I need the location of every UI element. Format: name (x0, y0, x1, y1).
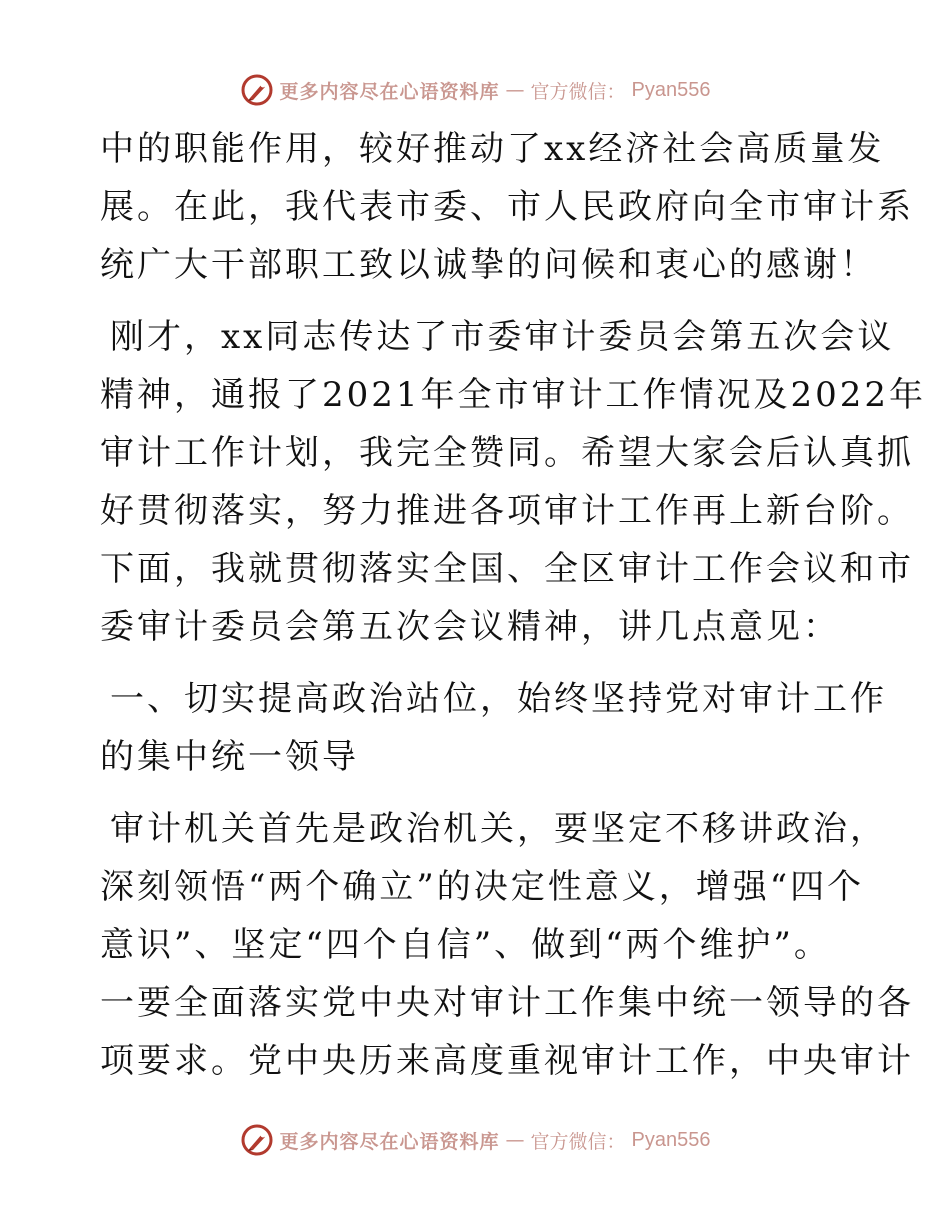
text-line: 下面，我就贯彻落实全国、全区审计工作会议和市 (100, 549, 914, 589)
text-line: 一要全面落实党中央对审计工作集中统一领导的各 (100, 983, 914, 1023)
text-line: 审计机关首先是政治机关，要坚定不移讲政治， (110, 809, 887, 849)
watermark-wechat-label: 官方微信： (530, 1130, 626, 1153)
text-line: 一、切实提高政治站位，始终坚持党对审计工作 (110, 679, 887, 719)
watermark-separator: — (505, 79, 525, 101)
paragraph (100, 308, 927, 656)
watermark-wechat-id: Pyan556 (631, 1128, 711, 1151)
watermark-wechat-label: 官方微信： (530, 80, 626, 103)
watermark-wechat-id: Pyan556 (631, 78, 711, 101)
watermark-text: 更多内容尽在心语资料库 (279, 80, 500, 103)
paragraph-gap (100, 294, 852, 308)
pen-logo-icon (240, 1123, 274, 1157)
footer-watermark (0, 1120, 950, 1160)
text-line: 审计工作计划，我完全赞同。希望大家会后认真抓 (100, 433, 914, 473)
text-line: 中的职能作用，较好推动了xx经济社会高质量发 (100, 129, 885, 169)
section-heading (100, 670, 887, 786)
text-line: 好贯彻落实，努力推进各项审计工作再上新台阶。 (100, 491, 914, 531)
paragraph (100, 120, 914, 294)
watermark-text: 更多内容尽在心语资料库 (279, 1130, 500, 1153)
text-line: 统广大干部职工致以诚挚的问候和衷心的感谢！ (100, 245, 877, 285)
text-line: 的集中统一领导 (100, 737, 359, 777)
text-line: 深刻领悟“两个确立”的决定性意义，增强“四个 (100, 867, 865, 907)
text-line: 展。在此，我代表市委、市人民政府向全市审计系 (100, 187, 914, 227)
watermark-separator: — (505, 1129, 525, 1151)
document-body (100, 120, 927, 1090)
paragraph-gap (100, 656, 852, 670)
paragraph-gap (100, 786, 852, 800)
text-line: 委审计委员会第五次会议精神，讲几点意见： (100, 607, 840, 647)
text-line: 项要求。党中央历来高度重视审计工作，中央审计 (100, 1041, 914, 1081)
text-line: 刚才，xx同志传达了市委审计委员会第五次会议 (110, 317, 895, 357)
pen-logo-icon (240, 73, 274, 107)
header-watermark (0, 70, 950, 110)
paragraph (100, 800, 914, 1090)
text-line: 意识”、坚定“四个自信”、做到“两个维护”。 (100, 925, 831, 965)
text-line: 精神，通报了2021年全市审计工作情况及2022年 (100, 375, 927, 415)
